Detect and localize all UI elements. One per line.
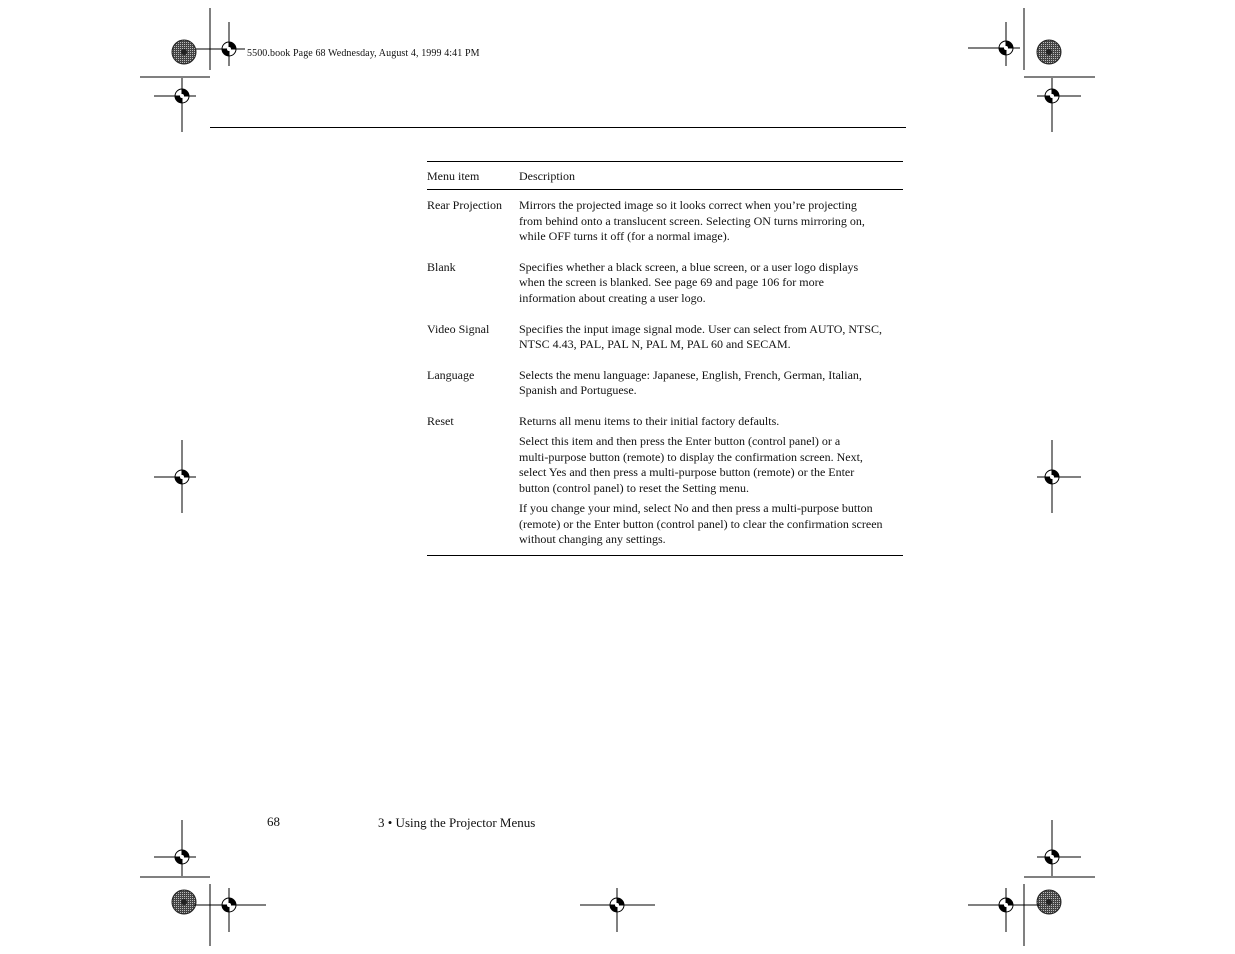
- description-line: Spanish and Portuguese.: [519, 383, 637, 398]
- description-line: NTSC 4.43, PAL, PAL N, PAL M, PAL 60 and SECAM.: [519, 337, 791, 352]
- menu-item-description: [519, 198, 903, 245]
- menu-item-name: Reset: [427, 413, 454, 428]
- table-row: [427, 414, 903, 548]
- description-line: information about creating a user logo.: [519, 290, 706, 305]
- page-number: 68: [267, 814, 280, 829]
- description-line: while OFF turns it off (for a normal image).: [519, 229, 730, 244]
- description-line: from behind onto a translucent screen. Selecting ON turns mirroring on,: [519, 213, 865, 228]
- description-line: Mirrors the projected image so it looks correct when you’re projecting: [519, 198, 857, 212]
- table-row: [427, 198, 903, 245]
- description-line: If you change your mind, select No and then press a multi-purpose button: [519, 500, 873, 515]
- print-slug: 5500.book Page 68 Wednesday, August 4, 1999 4:41 PM: [247, 48, 480, 59]
- menu-item-description: [519, 368, 903, 399]
- description-line: Selects the menu language: Japanese, English, French, German, Italian,: [519, 367, 862, 382]
- menu-item-description: [519, 414, 903, 548]
- table-header-rule: [427, 189, 903, 190]
- table-header: [427, 162, 903, 189]
- header-rule: [210, 127, 906, 128]
- description-line: Returns all menu items to their initial factory defaults.: [519, 413, 780, 428]
- description-line: (remote) or the Enter button (control panel) to clear the confirmation screen: [519, 516, 883, 531]
- menu-item-description: [519, 260, 903, 307]
- menu-table: [427, 161, 903, 556]
- column-header-description: Description: [519, 169, 575, 183]
- menu-item-description: [519, 322, 903, 353]
- menu-item-name: Language: [427, 367, 475, 382]
- description-line: Select this item and then press the Enter button (control panel) or a: [519, 434, 841, 449]
- chapter-footer: 3 • Using the Projector Menus: [378, 815, 536, 830]
- menu-item-name: Video Signal: [427, 321, 490, 336]
- column-header-menu-item: Menu item: [427, 169, 480, 183]
- menu-item-name: Blank: [427, 259, 456, 274]
- description-line: Specifies whether a black screen, a blue screen, or a user logo displays: [519, 259, 859, 274]
- description-line: button (control panel) to reset the Setting menu.: [519, 480, 749, 495]
- table-row: [427, 368, 903, 399]
- description-line: Specifies the input image signal mode. User can select from AUTO, NTSC,: [519, 321, 883, 336]
- table-row: [427, 322, 903, 353]
- table-row: [427, 260, 903, 307]
- description-line: select Yes and then press a multi-purpose button (remote) or the Enter: [519, 465, 855, 480]
- description-line: when the screen is blanked. See page 69 and page 106 for more: [519, 275, 824, 290]
- description-line: without changing any settings.: [519, 532, 666, 547]
- description-line: multi-purpose button (remote) to display the confirmation screen. Next,: [519, 449, 863, 464]
- menu-item-name: Rear Projection: [427, 198, 502, 212]
- table-bottom-rule: [427, 555, 903, 556]
